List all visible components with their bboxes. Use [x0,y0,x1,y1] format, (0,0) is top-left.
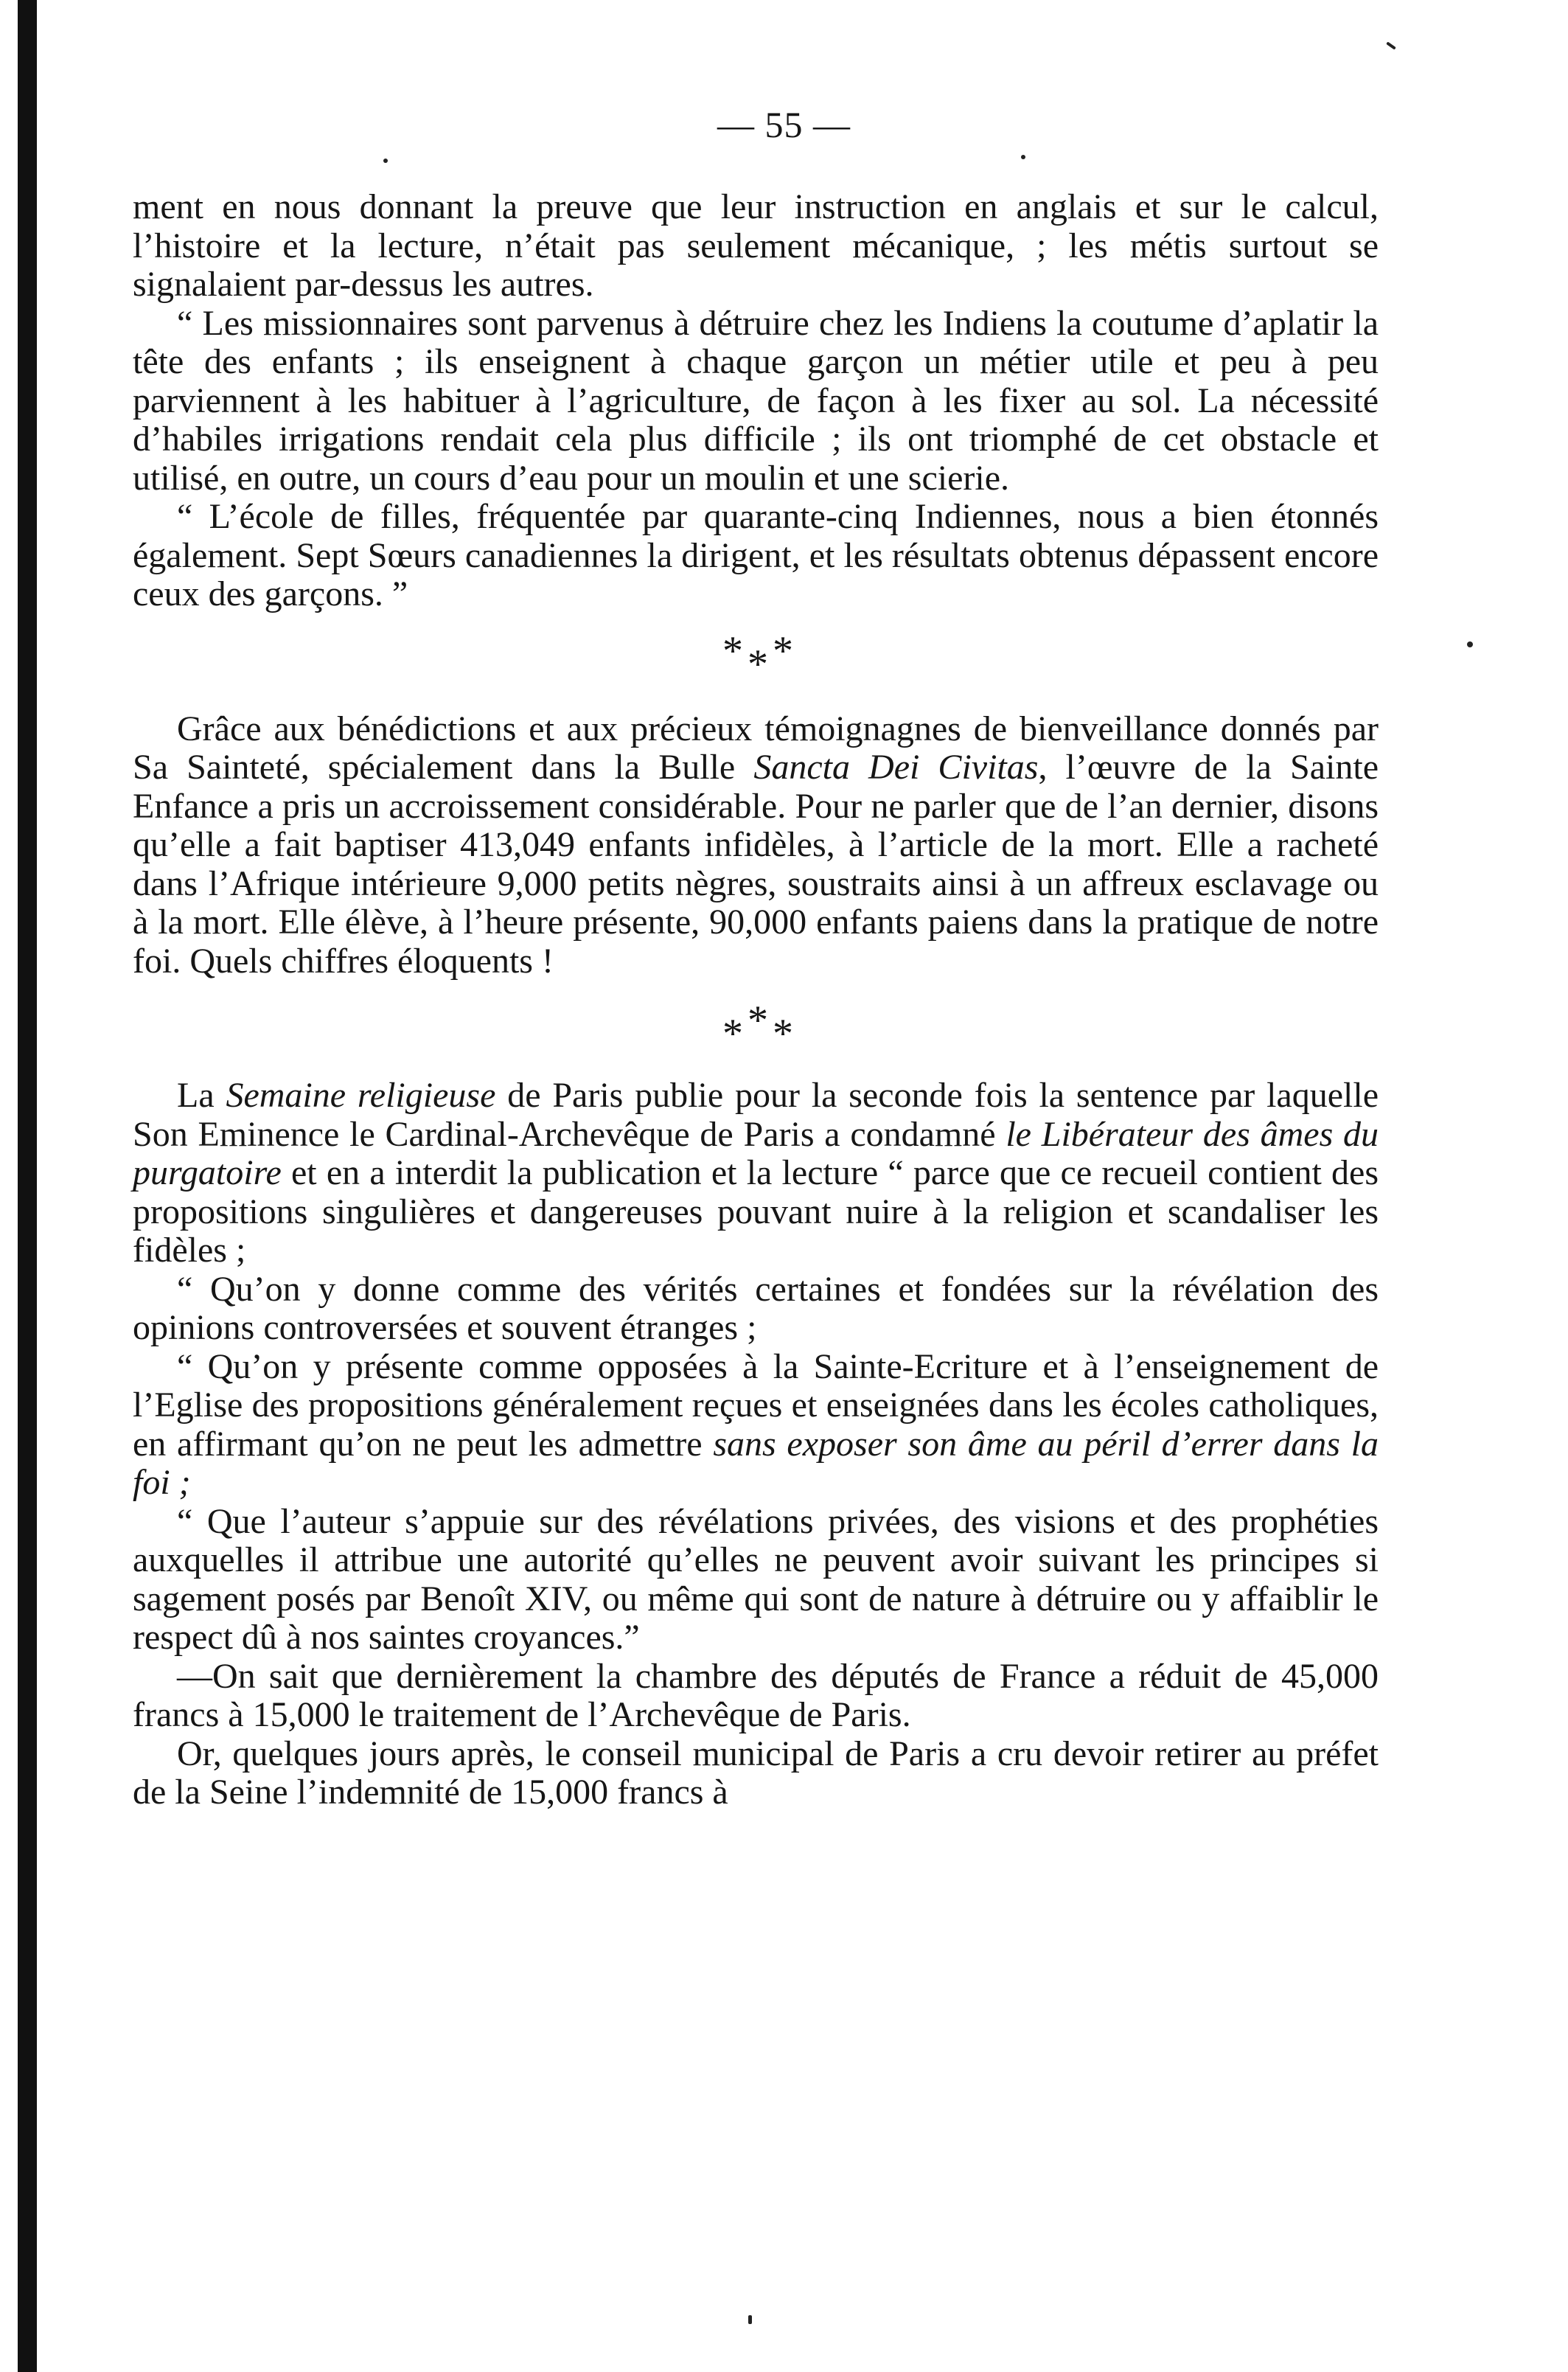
italic-title: Semaine religieuse [226,1076,496,1115]
stray-ink-mark [748,2315,752,2324]
scanned-page-edge [18,0,37,2372]
italic-title: le Libérateur des âmes du purgatoire [133,1114,1379,1192]
separator-star: * [748,998,768,1043]
stray-ink-mark [1021,155,1025,159]
separator-star: * [773,627,793,674]
paragraph: Grâce aux bénédictions et aux précieux témoignagnes de bienveillance donnés par Sa Sainteté, spécialement dans la Bulle Sancta Dei Civitas, l’œuvre de la Sainte Enfance a pris un accroissement considérable. Pour ne parler que de l’an dernier, disons qu’elle a fait baptiser 413,049 enfants infidèles, à l’article de la mort. Elle a racheté dans l’Afrique intérieure 9,000 petits nègres, soustraits ainsi à un affreux esclavage ou à la mort. Elle élève, à l’heure présente, 90,000 enfants paiens dans la pratique de notre foi. Quels chiffres éloquents ! [133,709,1379,981]
section-separator [133,981,1379,1077]
paragraph: “ Que l’auteur s’appuie sur des révélations privées, des visions et des prophéties auxquelles il attribue une autorité qu’elles ne peuvent avoir suivant les principes si sagement posés par Benoît XIV, ou même qui sont de nature à détruire ou y affaiblir le respect dû à nos saintes croyances.” [133,1501,1379,1657]
section-separator [133,614,1379,710]
page-number: — 55 — [717,104,851,145]
stray-ink-mark [1467,641,1473,647]
paragraph: La Semaine religieuse de Paris publie pour la seconde fois la sentence par laquelle Son Eminence le Cardinal-Archevêque de Paris a condamné le Libérateur des âmes du purgatoire et en a interdit la publication et la lecture “ parce que ce recueil contient des propositions singulières et dangereuses pouvant nuire à la religion et scandaliser les fidèles ; [133,1076,1379,1270]
paragraph: —On sait que dernièrement la chambre des députés de France a réduit de 45,000 francs à 15,000 le traitement de l’Archevêque de Paris. [133,1656,1379,1734]
separator-star: * [722,1011,743,1057]
italic-title: Sancta Dei Civitas [753,748,1039,787]
paragraph: Or, quelques jours après, le conseil municipal de Paris a cru devoir retirer au préfet de la Seine l’indemnité de 15,000 francs à [133,1733,1379,1812]
paragraph: “ L’école de filles, fréquentée par quarante-cinq Indiennes, nous a bien étonnés également. Sept Sœurs canadiennes la dirigent, et les résultats obtenus dépassent encore ceux des garçons. ” [133,497,1379,613]
stray-ink-mark [1386,41,1396,49]
separator-star: * [748,641,768,687]
paragraph: “ Qu’on y donne comme des vérités certaines et fondées sur la révélation des opinions controversées et souvent étranges ; [133,1269,1379,1347]
separator-star: * [722,627,743,674]
stray-ink-mark [383,159,388,163]
paragraph: “ Qu’on y présente comme opposées à la Sainte-Ecriture et à l’enseignement de l’Eglise des propositions généralement reçues et enseignées dans les écoles catholiques, en affirmant qu’on ne peut les admettre sans exposer son âme au péril d’errer dans la foi ; [133,1346,1379,1502]
body-text [133,188,1379,1812]
italic-quote: sans exposer son âme au péril d’errer dans la foi ; [133,1424,1379,1502]
separator-star: * [773,1011,793,1057]
paragraph: “ Les missionnaires sont parvenus à détruire chez les Indiens la coutume d’aplatir la tête des enfants ; ils enseignent à chaque garçon un métier utile et peu à peu parviennent à les habituer à l’agriculture, de façon à les fixer au sol. La nécessité d’habiles irrigations rendait cela plus difficile ; ils ont triomphé de cet obstacle et utilisé, en outre, un cours d’eau pour un moulin et une scierie. [133,303,1379,498]
paragraph: ment en nous donnant la preuve que leur instruction en anglais et sur le calcul, l’histoire et la lecture, n’était pas seulement mécanique, ; les métis surtout se signalaient par-dessus les autres. [133,187,1379,304]
